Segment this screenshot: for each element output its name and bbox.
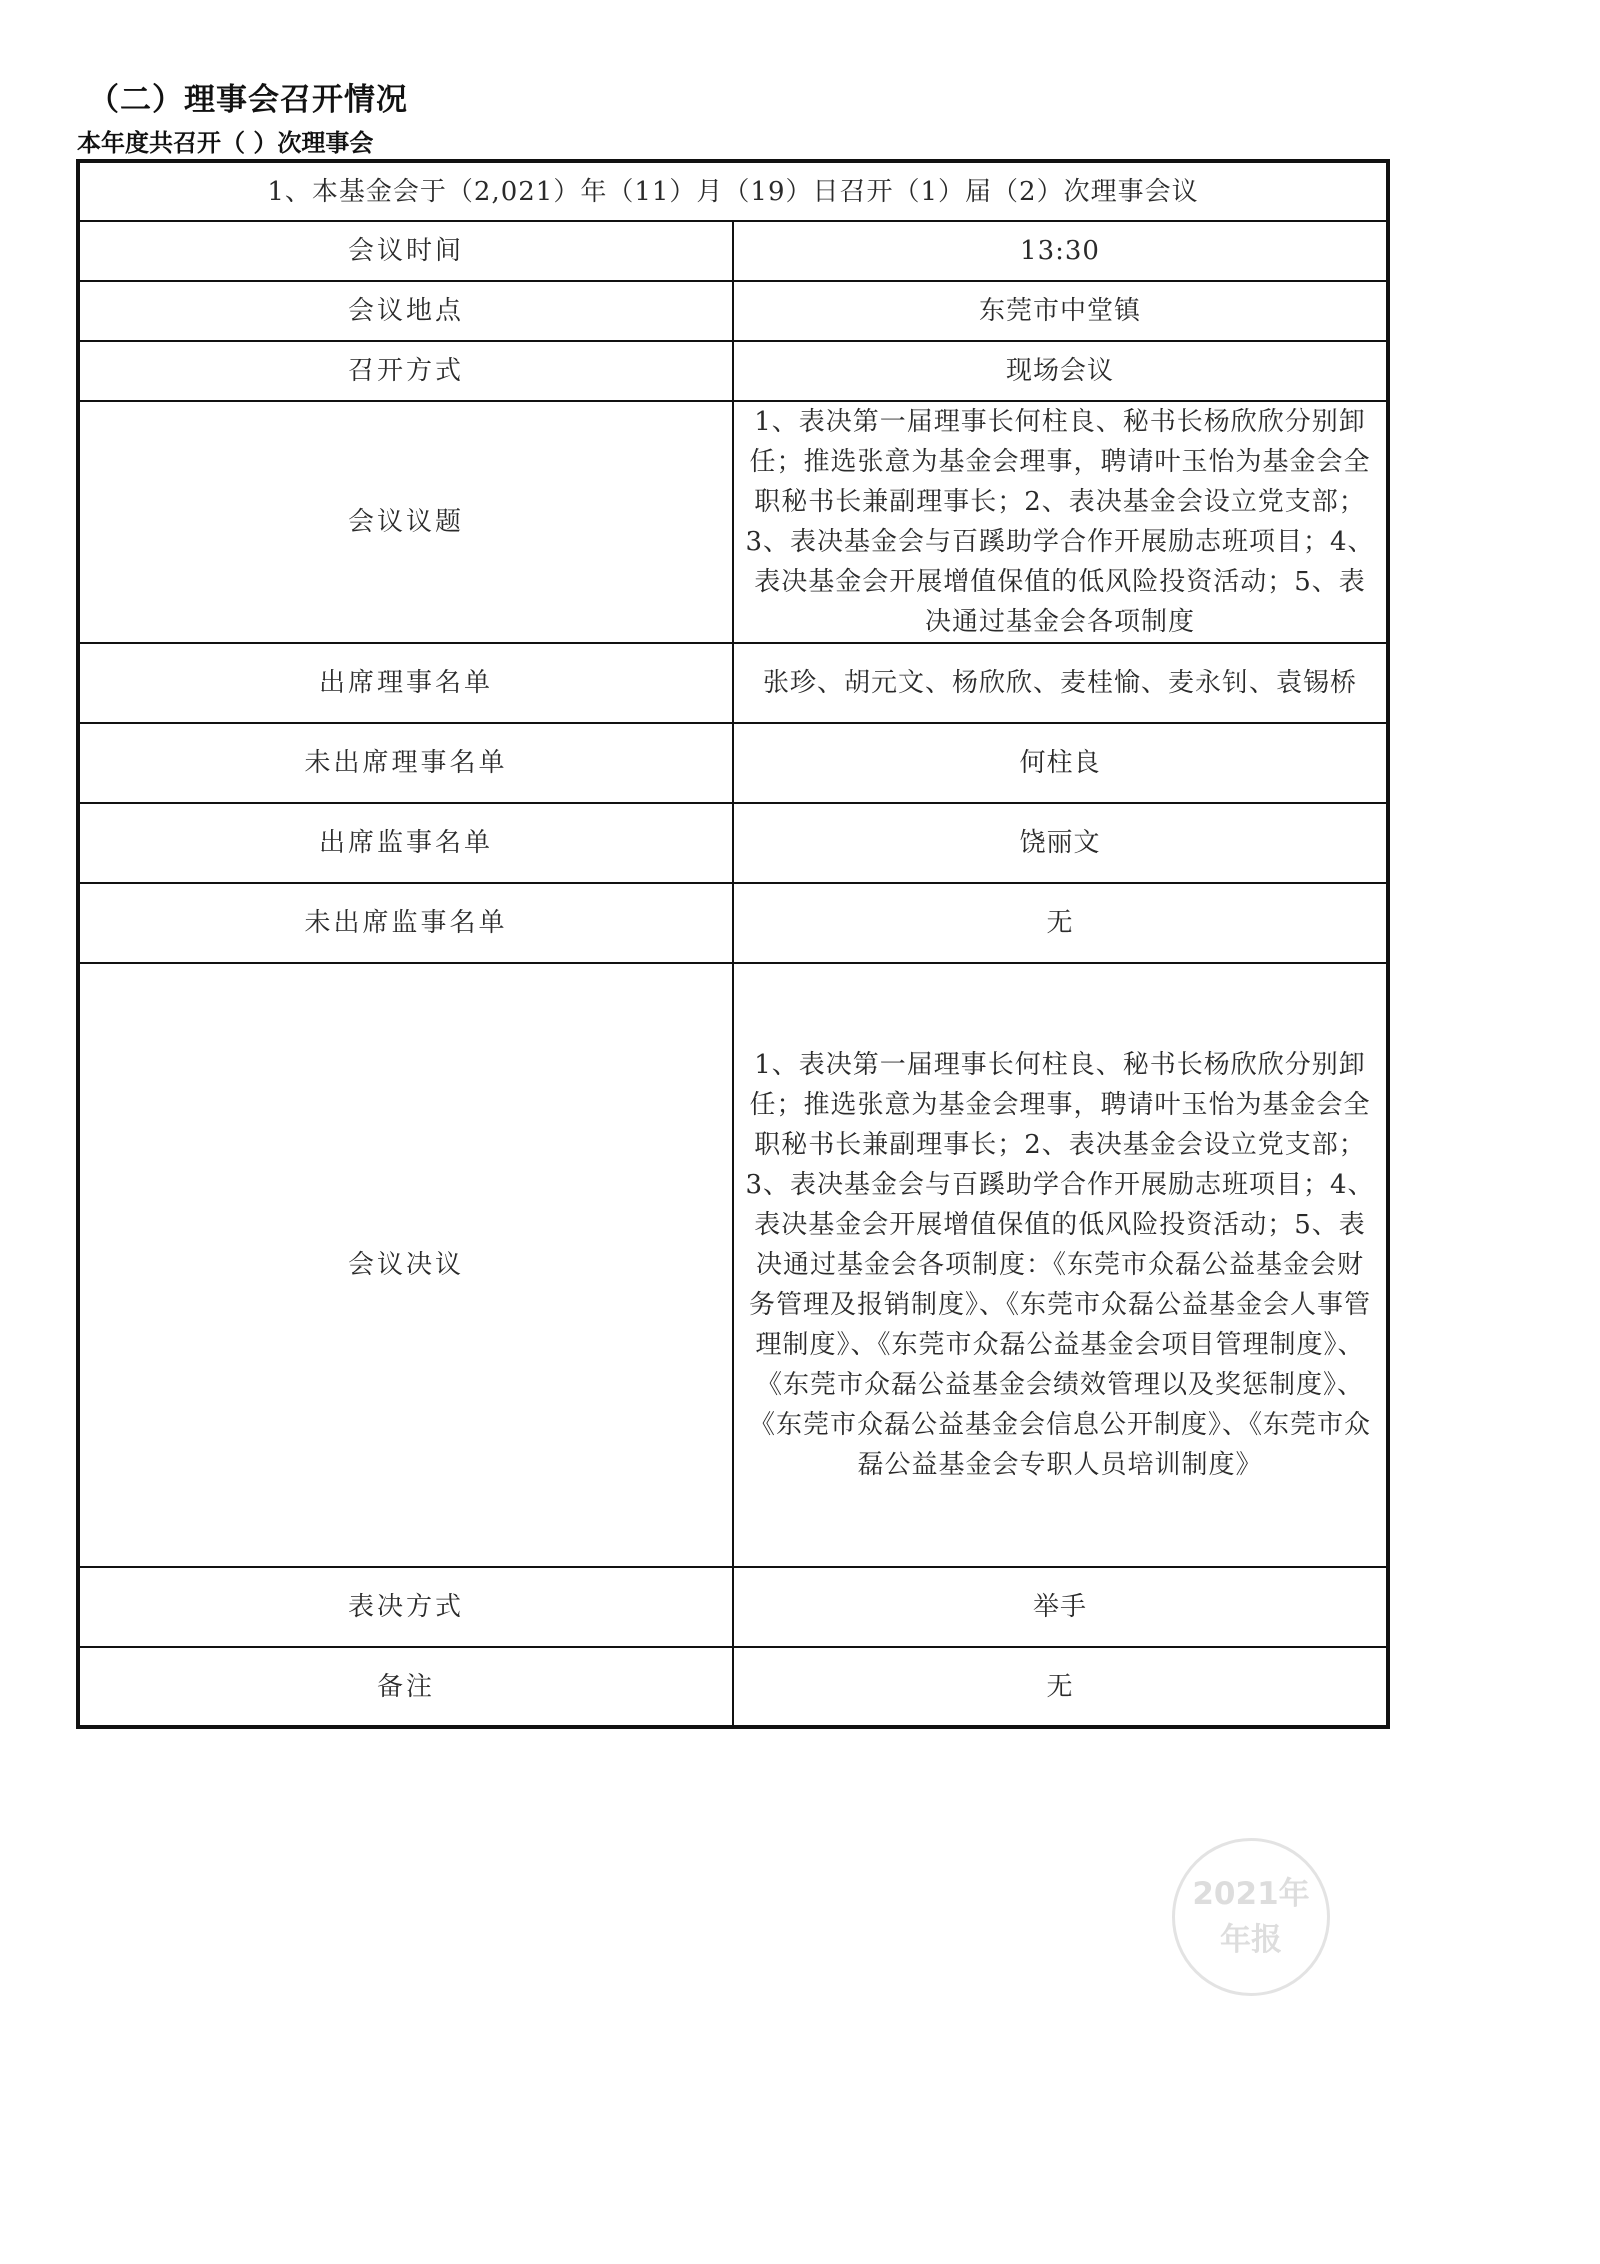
row-value: 饶丽文	[733, 803, 1388, 883]
row-label: 出席理事名单	[78, 643, 733, 723]
row-label: 召开方式	[78, 341, 733, 401]
row-value: 现场会议	[733, 341, 1388, 401]
meeting-header-cell: 1、本基金会于（2,021）年（11）月（19）日召开（1）届（2）次理事会议	[78, 161, 1388, 221]
row-value: 13:30	[733, 221, 1388, 281]
table-row-absent-directors	[78, 723, 1388, 803]
table-row-meeting-topics	[78, 401, 1388, 643]
stamp-label: 年报	[1220, 1922, 1282, 1958]
row-label: 会议议题	[78, 401, 733, 643]
row-label: 出席监事名单	[78, 803, 733, 883]
row-label: 未出席理事名单	[78, 723, 733, 803]
row-value: 东莞市中堂镇	[733, 281, 1388, 341]
row-value: 无	[733, 883, 1388, 963]
table-row-resolutions	[78, 963, 1388, 1567]
row-value: 张珍、胡元文、杨欣欣、麦桂愉、麦永钊、袁锡桥	[733, 643, 1388, 723]
meeting-count-subtitle: 本年度共召开（ ）次理事会	[77, 129, 374, 157]
table-header-row	[78, 161, 1388, 221]
table-row-meeting-method	[78, 341, 1388, 401]
table-row-meeting-time	[78, 221, 1388, 281]
stamp-year: 2021年	[1192, 1876, 1310, 1912]
section-title: （二）理事会召开情况	[88, 82, 408, 118]
row-value: 何柱良	[733, 723, 1388, 803]
table-row-absent-supervisors	[78, 883, 1388, 963]
row-label: 表决方式	[78, 1567, 733, 1647]
table-row-attending-supervisors	[78, 803, 1388, 883]
table-row-voting-method	[78, 1567, 1388, 1647]
row-value: 无	[733, 1647, 1388, 1727]
row-label: 未出席监事名单	[78, 883, 733, 963]
table-row-remarks	[78, 1647, 1388, 1727]
row-value: 举手	[733, 1567, 1388, 1647]
row-value: 1、表决第一届理事长何柱良、秘书长杨欣欣分别卸任；推选张意为基金会理事，聘请叶玉怡为基金会全职秘书长兼副理事长；2、表决基金会设立党支部；3、表决基金会与百蹊助学合作开展励志班项目；4、表决基金会开展增值保值的低风险投资活动；5、表决通过基金会各项制度	[733, 401, 1388, 643]
row-label: 会议地点	[78, 281, 733, 341]
row-label: 会议时间	[78, 221, 733, 281]
row-label: 会议决议	[78, 963, 733, 1567]
table-row-meeting-place	[78, 281, 1388, 341]
board-meeting-table	[76, 159, 1390, 1729]
annual-report-stamp	[1172, 1838, 1330, 1996]
table-row-attending-directors	[78, 643, 1388, 723]
row-value: 1、表决第一届理事长何柱良、秘书长杨欣欣分别卸任；推选张意为基金会理事，聘请叶玉怡为基金会全职秘书长兼副理事长；2、表决基金会设立党支部；3、表决基金会与百蹊助学合作开展励志班项目；4、表决基金会开展增值保值的低风险投资活动；5、表决通过基金会各项制度：《东莞市众磊公益基金会财务管理及报销制度》、《东莞市众磊公益基金会人事管理制度》、《东莞市众磊公益基金会项目管理制度》、《东莞市众磊公益基金会绩效管理以及奖惩制度》、《东莞市众磊公益基金会信息公开制度》、《东莞市众磊公益基金会专职人员培训制度》	[733, 963, 1388, 1567]
row-label: 备注	[78, 1647, 733, 1727]
